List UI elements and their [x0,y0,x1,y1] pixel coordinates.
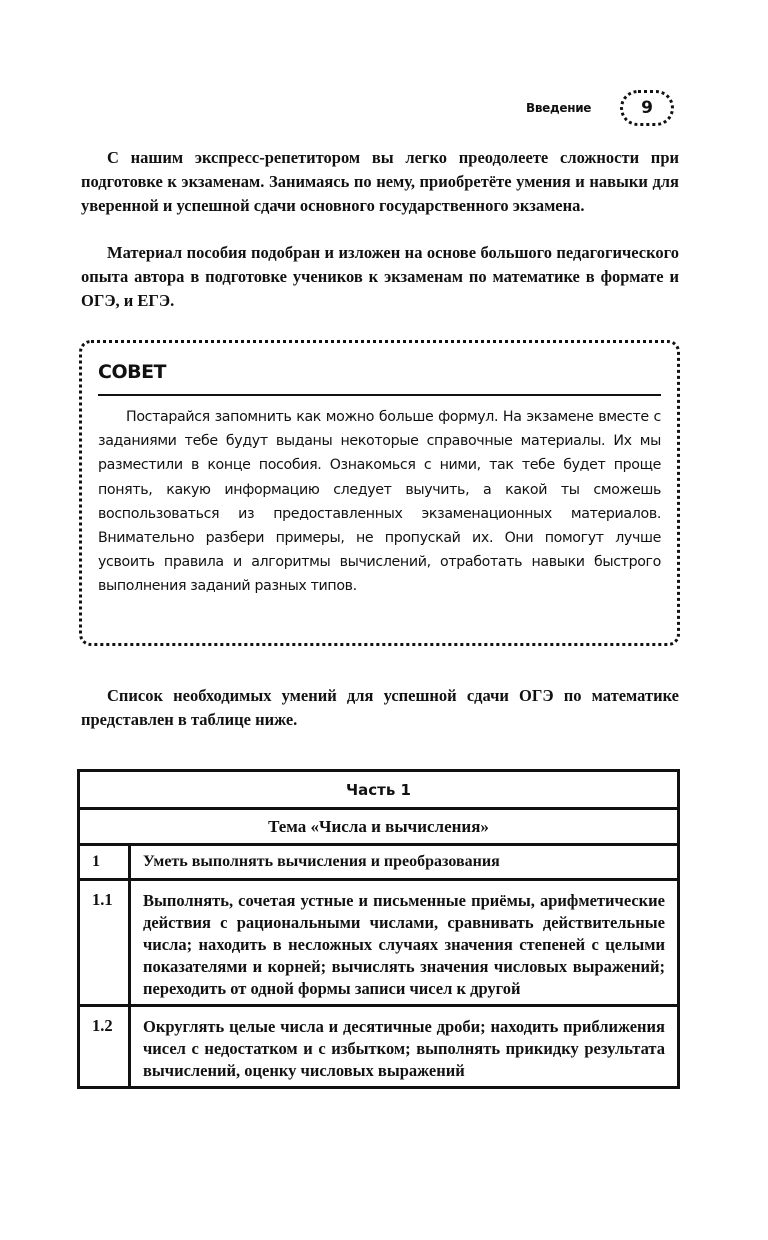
page-number: 9 [641,98,653,118]
table-row-topic [79,809,679,845]
intro-paragraph-2: Материал пособия подобран и изложен на основе большого педагогического опыта автора в подготовке учеников к экзаменам по математике в формате и ОГЭ, и ЕГЭ. [81,243,679,310]
advice-box [79,340,680,646]
running-title: Введение [526,101,592,115]
page-number-badge [620,90,674,126]
advice-text: Постарайся запомнить как можно больше формул. На экзамене вместе с заданиями тебе будут выданы некоторые справочные материалы. Их мы разместили в конце пособия. Ознакомься с ними, так тебе будет проще понять, какую информацию следует выучить, а какой ты сможешь воспользоваться из предоставленных экзаменационных материалов. Внимательно разбери примеры, не пропускай их. Они помогут лучше усвоить правила и алгоритмы вычислений, отработать навыки быстрого выполнения заданий разных типов. [98,409,661,595]
intro-paragraph-1: С нашим экспресс-репетитором вы легко преодолеете сложности при подготовке к экзаменам. Занимаясь по нему, приобретёте умения и навыки для уверенной и успешной сдачи основного государственного экзамена. [81,148,679,215]
table-row [79,880,679,1006]
table-row-part [79,771,679,809]
lead-in-paragraph: Список необходимых умений для успешной сдачи ОГЭ по математике представлен в таблице ниже. [81,686,679,729]
row-number: 1 [79,845,130,880]
topic-heading: Тема «Числа и вычисления» [79,809,679,845]
table-row [79,1006,679,1088]
row-text: Выполнять, сочетая устные и письменные приёмы, арифметические действия с рациональными числами, сравнивать действительные числа; находить в несложных случаях значения степеней с целыми показателями и корней; вычислять значения числовых выражений; переходить от одной формы записи чисел к другой [130,880,679,1006]
row-number: 1.2 [79,1006,130,1088]
advice-divider [98,394,661,396]
row-text: Уметь выполнять вычисления и преобразования [130,845,679,880]
part-heading: Часть 1 [79,771,679,809]
row-number: 1.1 [79,880,130,1006]
running-header [500,90,680,132]
row-text: Округлять целые числа и десятичные дроби; находить приближения чисел с недостатком и с избытком; выполнять прикидку результата вычислений, оценку числовых выражений [130,1006,679,1088]
advice-title: СОВЕТ [98,361,167,383]
skills-table [77,769,680,1089]
table-row [79,845,679,880]
